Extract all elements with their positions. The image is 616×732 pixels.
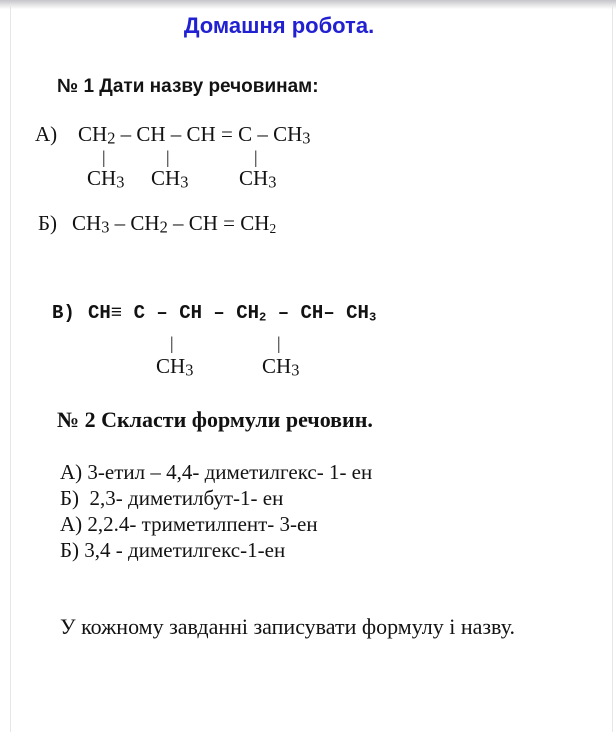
formula-b-subscript: 3 (101, 217, 110, 237)
formula-a-branch (87, 166, 124, 192)
task-item: А) 3-етил – 4,4- диметилгекс- 1- ен (60, 460, 373, 484)
branch-subscript: 3 (268, 172, 277, 192)
branch-subscript: 3 (116, 172, 125, 192)
formula-v-subscript: 3 (368, 310, 377, 325)
formula-v-text: – CH– CH (266, 302, 369, 324)
branch-text: CH (262, 354, 292, 378)
branch-subscript: 3 (291, 360, 300, 380)
formula-v-branch (262, 354, 299, 380)
branch-text: CH (87, 166, 117, 190)
formula-b-main-chain (72, 211, 276, 237)
formula-a-main-chain (78, 122, 310, 148)
formula-v-main-chain (88, 302, 376, 325)
formula-a-branch (239, 166, 276, 192)
formula-v-label: В) (52, 302, 75, 324)
branch-subscript: 3 (185, 360, 194, 380)
task1-heading: № 1 Дати назву речовинам: (57, 76, 319, 97)
bond-line: | (170, 333, 174, 353)
formula-a-subscript: 2 (107, 128, 116, 148)
instruction-note: У кожному завданні записувати формулу і назву. (60, 614, 515, 639)
formula-a-text: – CH – CH = C – CH (115, 122, 303, 146)
bond-line: | (166, 147, 170, 167)
bond-line: | (102, 147, 106, 167)
formula-a-branch (151, 166, 188, 192)
formula-v-text: CH≡ C – CH – CH (88, 302, 260, 324)
formula-b-subscript: 2 (269, 220, 277, 236)
task-item: Б) 2,3- диметилбут-1- ен (60, 486, 284, 510)
page-top-shadow (0, 0, 616, 9)
task2-heading: № 2 Скласти формули речовин. (57, 407, 373, 432)
branch-subscript: 3 (180, 172, 189, 192)
formula-v (0, 302, 616, 384)
branch-text: CH (156, 354, 186, 378)
task2-list (60, 459, 372, 563)
formula-v-subscript: 2 (259, 310, 267, 325)
branch-text: CH (151, 166, 181, 190)
task-item: Б) 3,4 - диметилгекс-1-ен (60, 538, 286, 562)
document-title: Домашня робота. (183, 13, 375, 38)
formula-b-text: – CH (109, 211, 160, 235)
formula-v-branch (156, 354, 193, 380)
task-item: А) 2,2.4- триметилпент- 3-ен (60, 512, 318, 536)
formula-b-label: Б) (38, 211, 58, 235)
formula-b-subscript: 2 (159, 217, 168, 237)
formula-b-text: CH (72, 211, 102, 235)
branch-text: CH (239, 166, 269, 190)
formula-a (0, 122, 616, 200)
bond-line: | (277, 333, 281, 353)
formula-a-label: А) (35, 122, 58, 146)
formula-a-subscript: 3 (302, 128, 311, 148)
formula-a-text: CH (78, 122, 108, 146)
formula-b-text: – CH = CH (167, 211, 270, 235)
bond-line: | (254, 147, 258, 167)
